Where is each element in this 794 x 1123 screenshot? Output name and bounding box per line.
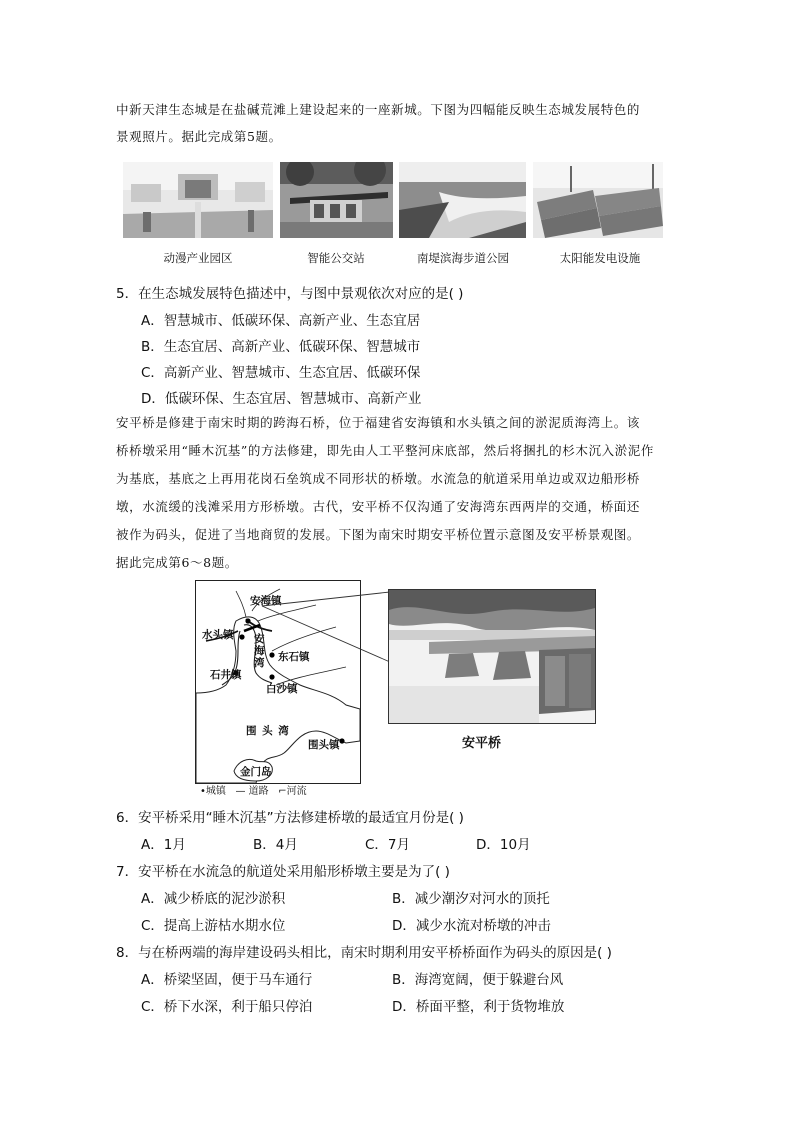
intro-line: 安平桥是修建于南宋时期的跨海石桥，位于福建省安海镇和水头镇之间的淤泥质海湾上。该 — [116, 415, 641, 430]
intro-line: 据此完成第6～8题。 — [116, 555, 238, 570]
map-label-jinmen: 金门岛 — [240, 766, 272, 778]
caption-solar-facility: 太阳能发电设施 — [559, 251, 641, 265]
q5-option-a[interactable]: A．智慧城市、低碳环保、高新产业、生态宜居 — [141, 313, 421, 329]
intro-line: 中新天津生态城是在盐碱荒滩上建设起来的一座新城。下图为四幅能反映生态城发展特色的 — [116, 102, 641, 117]
map-legend — [200, 782, 360, 797]
legend-road: — 道路 — [235, 786, 269, 797]
q6-option-d[interactable]: D．10月 — [476, 837, 531, 853]
intro-paragraph-1 — [116, 97, 686, 150]
map-label-weitouwan: 围 头 湾 — [246, 725, 290, 737]
q6-option-a[interactable]: A．1月 — [141, 837, 186, 853]
map-label-shuitou: 水头镇 — [202, 629, 234, 641]
intro-line: 为基底，基底之上再用花岗石垒筑成不同形状的桥墩。水流急的航道采用单边或双边船形桥 — [116, 471, 641, 486]
question-7-stem: 7．安平桥在水流急的航道处采用船形桥墩主要是为了( ) — [116, 864, 450, 880]
map-label-anhai: 安海镇 — [250, 595, 282, 607]
question-5-stem: 5．在生态城发展特色描述中，与图中景观依次对应的是( ) — [116, 286, 464, 302]
caption-animation-park: 动漫产业园区 — [163, 251, 233, 265]
map-label-weitou: 围头镇 — [308, 739, 340, 751]
bridge-caption: 安平桥 — [462, 736, 502, 751]
intro-line: 景观照片。据此完成第5题。 — [116, 128, 282, 144]
q5-option-b[interactable]: B．生态宜居、高新产业、低碳环保、智慧城市 — [141, 339, 421, 355]
q8-option-a[interactable]: A．桥梁坚固，便于马车通行 — [141, 972, 313, 988]
q5-option-d[interactable]: D．低碳环保、生态宜居、智慧城市、高新产业 — [141, 391, 422, 407]
intro-line: 桥桥墩采用“睡木沉基”的方法修建，即先由人工平整河床底部，然后将捆扎的杉木沉入淤泥作 — [116, 443, 654, 458]
intro-paragraph-2 — [116, 409, 686, 577]
question-8-stem: 8．与在桥两端的海岸建设码头相比，南宋时期利用安平桥桥面作为码头的原因是( ) — [116, 945, 612, 961]
photo-seawall-park — [399, 162, 526, 238]
legend-town: •城镇 — [200, 786, 226, 797]
q7-option-d[interactable]: D．减少水流对桥墩的冲击 — [392, 918, 551, 934]
q7-option-c[interactable]: C．提高上游枯水期水位 — [141, 918, 286, 934]
q8-option-b[interactable]: B．海湾宽阔，便于躲避台风 — [392, 972, 564, 988]
photo-anping-bridge — [388, 589, 596, 724]
q6-option-b[interactable]: B．4月 — [253, 837, 298, 853]
map-label-dongshi: 东石镇 — [278, 651, 310, 663]
intro-line: 被作为码头，促进了当地商贸的发展。下图为南宋时期安平桥位置示意图及安平桥景观图。 — [116, 527, 641, 542]
map-label-shijing: 石井镇 — [210, 669, 242, 681]
caption-smart-bus-stop: 智能公交站 — [307, 251, 365, 265]
q6-option-c[interactable]: C．7月 — [365, 837, 411, 853]
photo-animation-park — [123, 162, 273, 238]
intro-line: 墩，水流缓的浅滩采用方形桥墩。古代，安平桥不仅沟通了安海湾东西两岸的交通，桥面还 — [116, 499, 641, 514]
question-6-stem: 6．安平桥采用“睡木沉基”方法修建桥墩的最适宜月份是( ) — [116, 810, 464, 826]
photo-smart-bus-stop — [280, 162, 393, 238]
legend-river: 河流 — [286, 786, 307, 797]
photo-solar-facility — [533, 162, 663, 238]
q7-option-a[interactable]: A．减少桥底的泥沙淤积 — [141, 891, 286, 907]
q8-option-d[interactable]: D．桥面平整，利于货物堆放 — [392, 999, 565, 1015]
legend-river-icon: ⌐ — [278, 786, 287, 797]
map-callout-lines — [240, 586, 400, 666]
map-label-bay: 安海湾 — [254, 633, 265, 669]
caption-seawall-park: 南堤滨海步道公园 — [417, 251, 509, 265]
q8-option-c[interactable]: C．桥下水深，利于船只停泊 — [141, 999, 313, 1015]
q5-option-c[interactable]: C．高新产业、智慧城市、生态宜居、低碳环保 — [141, 365, 421, 381]
q7-option-b[interactable]: B．减少潮汐对河水的顶托 — [392, 891, 550, 907]
map-label-baisha: 白沙镇 — [266, 683, 298, 695]
